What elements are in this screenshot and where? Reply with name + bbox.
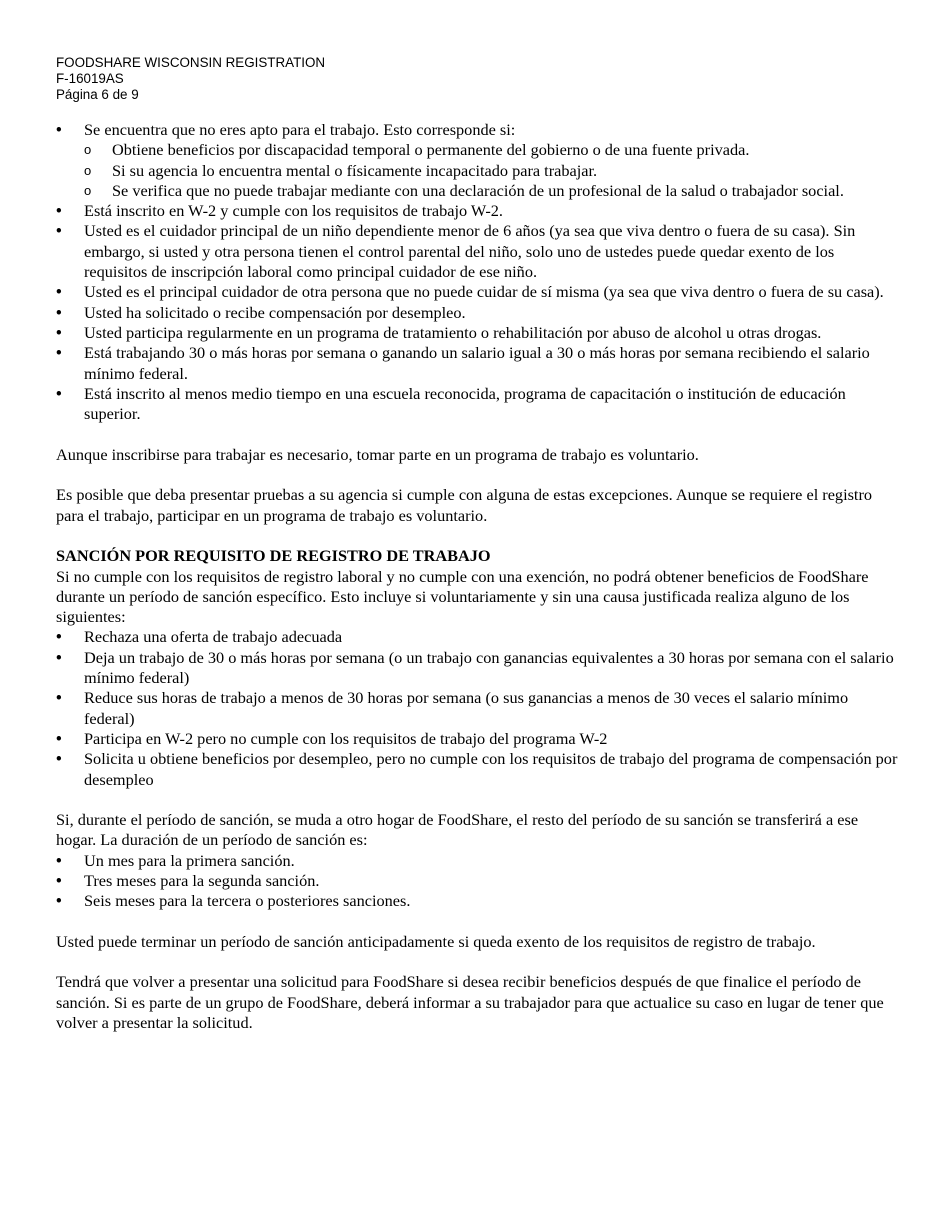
proof-paragraph: Es posible que deba presentar pruebas a su agencia si cumple con alguna de estas excepciones. Aunque se requiere el registro para el trabajo, participar en un programa de trabajo es voluntario. [56,485,873,525]
sanction-intro: Si no cumple con los requisitos de registro laboral y no cumple con una exención, no podrá obtener beneficios de FoodShare durante un período de sanción específico. Esto incluye si voluntariamente y sin una causa justificada realiza alguno de los siguientes: [56,566,869,627]
duration-intro: Si, durante el período de sanción, se muda a otro hogar de FoodShare, el resto del período de su sanción se transferirá a ese hogar. La duración de un período de sanción es: [56,810,859,850]
list-item: • Deja un trabajo de 30 o más horas por semana (o un trabajo con ganancias equivalentes a 30 horas por semana con el salario mínimo federal) [56,648,901,689]
list-item: • Está inscrito en W-2 y cumple con los requisitos de trabajo W-2. [56,201,901,221]
section-title: SANCIÓN POR REQUISITO DE REGISTRO DE TRABAJO [56,546,491,566]
voluntary-paragraph: Aunque inscribirse para trabajar es necesario, tomar parte en un programa de trabajo es voluntario. [56,444,699,464]
list-item-text: Se encuentra que no eres apto para el trabajo. Esto corresponde si: [84,120,516,139]
early-end-paragraph: Usted puede terminar un período de sanción anticipadamente si queda exento de los requisitos de registro de trabajo. [56,931,816,951]
list-item: • Reduce sus horas de trabajo a menos de 30 horas por semana (o sus ganancias a menos de 30 veces el salario mínimo federal) [56,688,901,729]
list-item: • Usted participa regularmente en un programa de tratamiento o rehabilitación por abuso de alcohol u otras drogas. [56,323,901,343]
form-title: FOODSHARE WISCONSIN REGISTRATION [56,55,326,70]
form-header [56,55,901,103]
list-item [56,120,901,201]
sub-list-item: o Se verifica que no puede trabajar mediante con una declaración de un profesional de la salud o trabajador social. [84,181,901,201]
list-item: • Seis meses para la tercera o posteriores sanciones. [56,891,901,911]
form-number: F-16019AS [56,71,124,86]
list-item: • Rechaza una oferta de trabajo adecuada [56,627,901,647]
sub-list-item: o Si su agencia lo encuentra mental o físicamente incapacitado para trabajar. [84,161,901,181]
duration-list [56,851,901,912]
sanction-list [56,627,901,789]
list-item: • Participa en W-2 pero no cumple con los requisitos de trabajo del programa W-2 [56,729,901,749]
list-item: • Usted es el principal cuidador de otra persona que no puede cuidar de sí misma (ya sea que viva dentro o fuera de su casa). [56,282,901,302]
sub-list-item: o Obtiene beneficios por discapacidad temporal o permanente del gobierno o de una fuente privada. [84,140,901,160]
list-item: • Tres meses para la segunda sanción. [56,871,901,891]
list-item: • Usted ha solicitado o recibe compensación por desempleo. [56,303,901,323]
document-page [56,55,901,1033]
unfit-sublist [84,140,901,201]
list-item: • Solicita u obtiene beneficios por desempleo, pero no cumple con los requisitos de trabajo del programa de compensación por desempleo [56,749,901,790]
list-item: • Está inscrito al menos medio tiempo en una escuela reconocida, programa de capacitación o institución de educación superior. [56,384,901,425]
list-item: • Usted es el cuidador principal de un niño dependiente menor de 6 años (ya sea que viva dentro o fuera de su casa). Sin embargo, si usted y otra persona tienen el control parental del niño, solo uno de ustedes puede quedar exento de los requisitos de inscripción laboral como principal cuidador de ese niño. [56,221,901,282]
list-item: • Está trabajando 30 o más horas por semana o ganando un salario igual a 30 o más horas por semana recibiendo el salario mínimo federal. [56,343,901,384]
list-item: • Un mes para la primera sanción. [56,851,901,871]
page-number: Página 6 de 9 [56,87,139,102]
reapply-paragraph: Tendrá que volver a presentar una solicitud para FoodShare si desea recibir beneficios después de que finalice el período de sanción. Si es parte de un grupo de FoodShare, deberá informar a su trabajador para que actualice su caso en lugar de tener que volver a presentar la solicitud. [56,972,884,1033]
exemptions-list [56,120,901,424]
